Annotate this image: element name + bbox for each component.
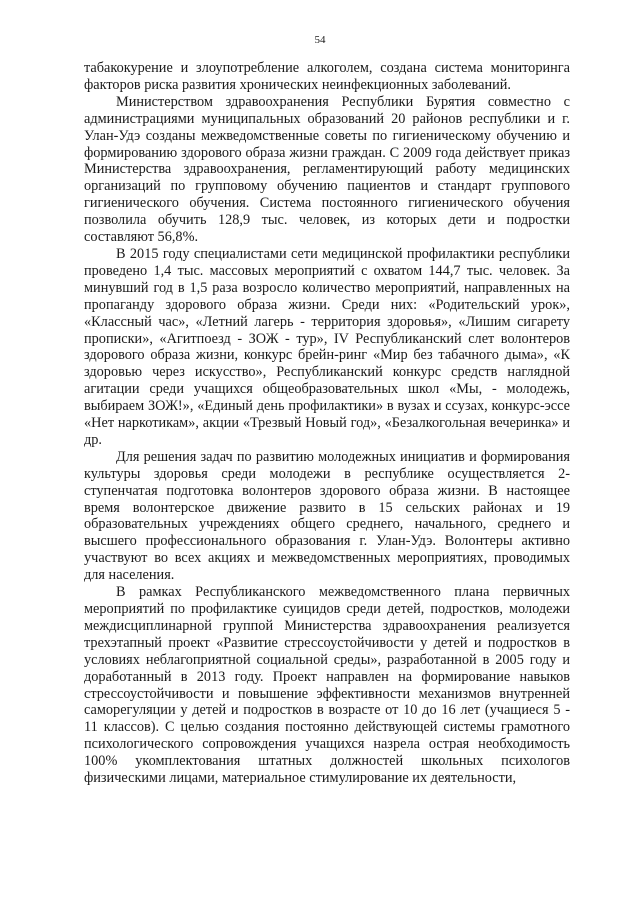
paragraph: Министерством здравоохранения Республики Бурятия совместно с администрациями муниципальных образований 20 районов республики и г. Улан-Удэ созданы межведомственные советы по гигиеническому обучению и формированию здорового образа жизни граждан. С 2009 года действует приказ Министерства здравоохранения, регламентирующий работу медицинских организаций по групповому обучению пациентов и стандарт группового гигиенического обучения. Система постоянного гигиенического обучения позволила обучить 128,9 тыс. человек, из которых дети и подростки составляют 56,8%. <box>84 93 570 246</box>
paragraph: Для решения задач по развитию молодежных инициатив и формирования культуры здоровья среди молодежи в республике осуществляется 2-ступенчатая подготовка волонтеров здорового образа жизни. В настоящее время волонтерское движение развито в 15 сельских районах и 19 образовательных учреждениях общего среднего, начального, среднего и высшего профессионального образования г. Улан-Удэ. Волонтеры активно участвуют во всех акциях и межведомственных мероприятиях, проводимых для населения. <box>84 448 570 584</box>
document-body <box>84 60 570 787</box>
paragraph-continuation: табакокурение и злоупотребление алкоголем, создана система мониторинга факторов риска развития хронических неинфекционных заболеваний. <box>84 60 570 93</box>
paragraph: В 2015 году специалистами сети медицинской профилактики республики проведено 1,4 тыс. массовых мероприятий с охватом 144,7 тыс. человек. За минувший год в 1,5 раза возросло количество мероприятий, направленных на пропаганду здорового образа жизни. Среди них: «Родительский урок», «Классный час», «Летний лагерь - территория здоровья», «Лишим сигарету прописки», «Агитпоезд - ЗОЖ - тур», IV Республиканский слет волонтеров здорового образа жизни, конкурс брейн-ринг «Мир без табачного дыма», «К здоровью через искусство», Республиканский конкурс средств наглядной агитации среди учащихся общеобразовательных школ «Мы, - молодежь, выбираем ЗОЖ!», «Единый день профилактики» в вузах и ссузах, конкурс-эссе «Нет наркотикам», акции «Трезвый Новый год», «Безалкогольная вечеринка» и др. <box>84 245 570 448</box>
paragraph: В рамках Республиканского межведомственного плана первичных мероприятий по профилактике суицидов среди детей, подростков, молодежи междисциплинарной группой Министерства здравоохранения реализуется трехэтапный проект «Развитие стрессоустойчивости у детей и подростков в условиях неблагоприятной социальной среды», разработанной в 2005 году и доработанный в 2013 году. Проект направлен на формирование навыков стрессоустойчивости и повышение эффективности механизмов внутренней саморегуляции у детей и подростков в возрасте от 10 до 16 лет (учащиеся 5 - 11 классов). С целью создания постоянно действующей системы грамотного психологического сопровождения учащихся назрела острая необходимость 100% укомплектования штатных должностей школьных психологов физическими лицами, материальное стимулирование их деятельности, <box>84 584 570 787</box>
page-number: 54 <box>314 34 326 46</box>
